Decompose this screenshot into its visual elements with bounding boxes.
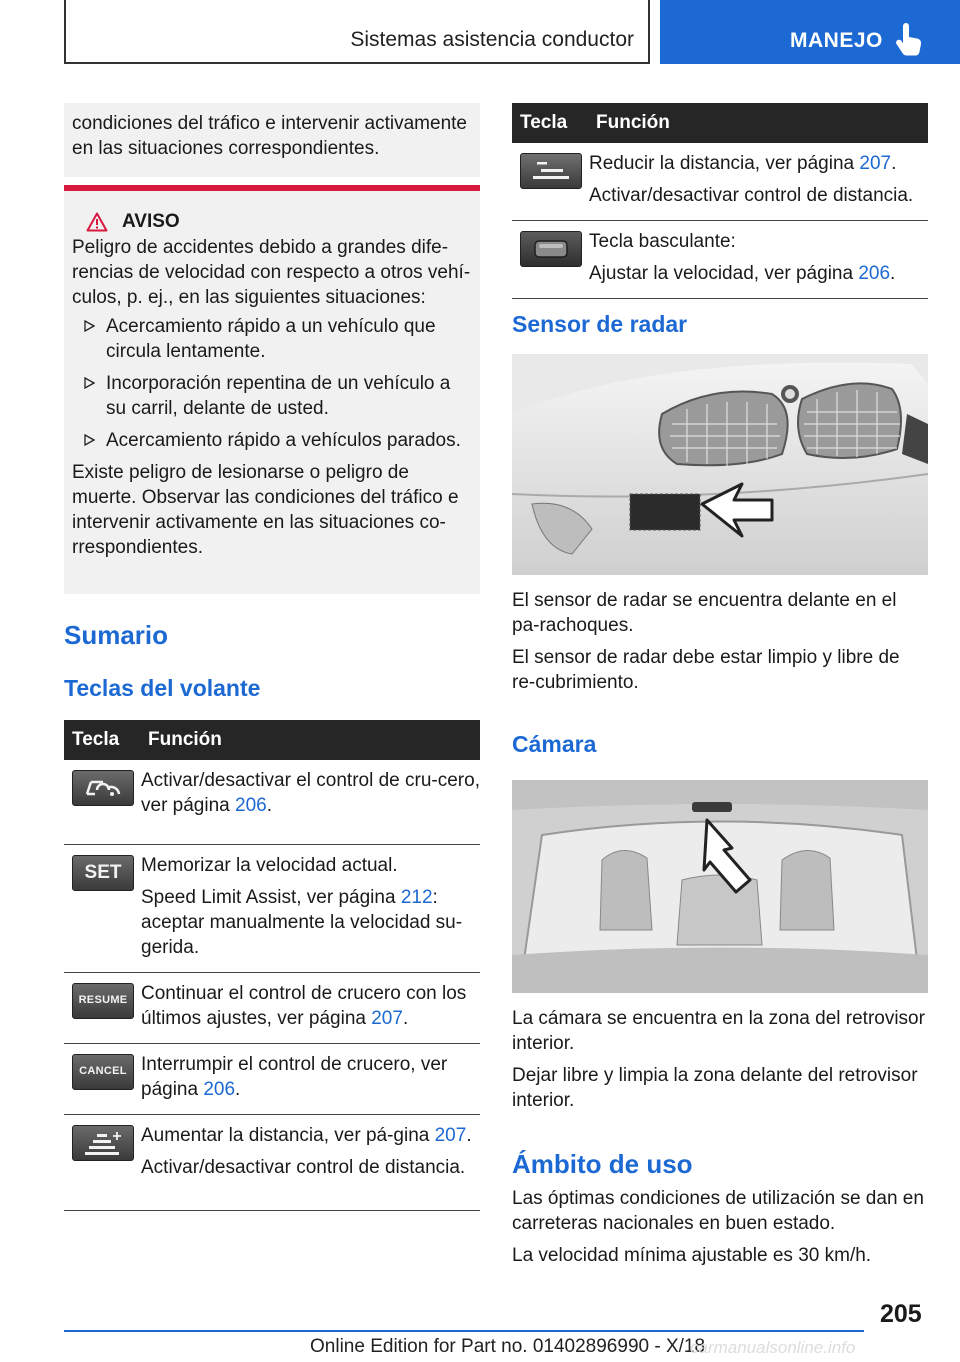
list-item: Acercamiento rápido a vehículos parados. [72, 428, 472, 453]
header-chapter-title: MANEJO [790, 29, 883, 52]
col-header-funcion: Función [588, 103, 928, 143]
heading-ambito-uso: Ámbito de uso [512, 1149, 693, 1179]
warning-closing: Existe peligro de lesionarse o peligro de muerte. Observar las condiciones del tráfico e intervenir activamente en las situaciones co-rrespondientes. [72, 462, 459, 558]
header-chapter-tab[interactable] [660, 0, 960, 64]
radar-sensor-image [512, 354, 928, 575]
resume-key-icon: RESUME [72, 983, 134, 1019]
page-link[interactable]: 212 [400, 886, 433, 908]
cruise-control-icon [72, 770, 134, 806]
table-row: RESUME Continuar el control de crucero con los últimos ajustes, ver página 207. [64, 972, 480, 1043]
warning-text: Peligro de accidentes debido a grandes dife-rencias de velocidad con respecto a otros vehí-culos, p. ej., en las siguientes situaciones: [72, 237, 471, 308]
heading-sensor-radar: Sensor de radar [512, 311, 688, 337]
table-row: SET Memorizar la velocidad actual. Speed Limit Assist, ver página 212: aceptar manualmente la velocidad su-gerida. [64, 844, 480, 972]
col-header-tecla: Tecla [512, 103, 588, 143]
rocker-switch-icon [520, 231, 582, 267]
radar-text-2: El sensor de radar debe estar limpio y libre de re-cubrimiento. [512, 647, 900, 693]
page-link[interactable]: 206 [235, 795, 267, 816]
page-number: 205 [880, 1300, 922, 1328]
keys-table [64, 720, 480, 1211]
warning-box [64, 185, 480, 594]
col-header-tecla: Tecla [64, 720, 140, 760]
table-row: CANCEL Interrumpir el control de crucero, ver página 206. [64, 1043, 480, 1114]
camera-text-1: La cámara se encuentra en la zona del retrovisor interior. [512, 1008, 925, 1054]
list-item: Incorporación repentina de un vehículo a su carril, delante de usted. [72, 371, 472, 421]
table-row: Tecla basculante: Ajustar la velocidad, ver página 206. [512, 221, 928, 299]
camera-text-2: Dejar libre y limpia la zona delante del retrovisor interior. [512, 1065, 918, 1111]
left-keys-table-wrap [64, 720, 480, 1211]
heading-sumario: Sumario [64, 620, 169, 650]
warning-title: AVISO [72, 211, 472, 233]
hand-pointer-icon [894, 22, 926, 56]
distance-increase-icon [72, 1125, 134, 1161]
ambito-text-2: La velocidad mínima ajustable es 30 km/h. [512, 1245, 872, 1266]
intro-text: condiciones del tráfico e intervenir activamente en las situaciones correspondientes. [72, 113, 467, 159]
list-item: Acercamiento rápido a un vehículo que circula lentamente. [72, 314, 472, 364]
warning-triangle-icon [86, 212, 108, 232]
keys-table [512, 103, 928, 299]
cancel-key-icon: CANCEL [72, 1054, 134, 1090]
triangle-bullet-icon [84, 377, 95, 389]
table-row: Aumentar la distancia, ver pá-gina 207. Activar/desactivar control de distancia. [64, 1114, 480, 1210]
warning-list [72, 314, 472, 453]
header-section-tab [64, 0, 650, 64]
camera-image [512, 780, 928, 993]
ambito-text-1: Las óptimas condiciones de utilización se dan en carreteras nacionales en buen estado. [512, 1188, 924, 1234]
header-section-title: Sistemas asistencia conductor [350, 28, 634, 51]
distance-decrease-icon [520, 153, 582, 189]
page-link[interactable]: 207 [859, 153, 892, 174]
table-row: Activar/desactivar el control de cru-cero, ver página 206. [64, 760, 480, 844]
table-row: Reducir la distancia, ver página 207. Activar/desactivar control de distancia. [512, 143, 928, 221]
page-link[interactable]: 206 [203, 1078, 236, 1100]
watermark: carmanualsonline.info [690, 1338, 856, 1357]
right-keys-table-wrap [512, 103, 928, 299]
left-column [64, 103, 480, 177]
set-key-icon: SET [72, 855, 134, 891]
radar-text-1: El sensor de radar se encuentra delante en el pa-rachoques. [512, 590, 897, 636]
footer-edition: Online Edition for Part no. 01402896990 - X/18 [310, 1336, 706, 1357]
triangle-bullet-icon [84, 434, 95, 446]
heading-teclas-volante: Teclas del volante [64, 675, 261, 701]
page-link[interactable]: 206 [858, 263, 891, 284]
page-link[interactable]: 207 [371, 1007, 403, 1029]
page-link[interactable]: 207 [434, 1124, 467, 1146]
triangle-bullet-icon [84, 320, 95, 332]
footer-rule [64, 1330, 864, 1332]
heading-camara: Cámara [512, 731, 597, 757]
intro-box [64, 103, 480, 177]
col-header-funcion: Función [140, 720, 480, 760]
